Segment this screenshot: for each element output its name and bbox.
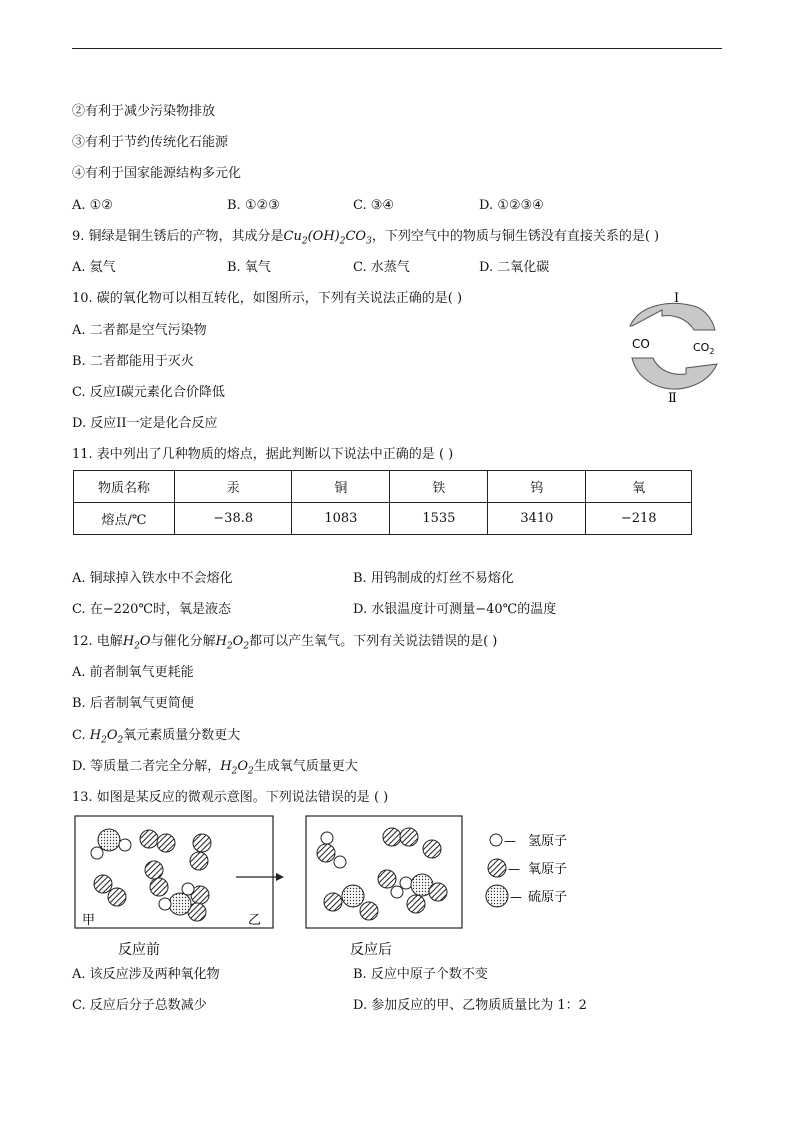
q8-option-a: A. ①②	[72, 198, 113, 213]
oxygen-atom	[140, 830, 158, 848]
q12-stem-p3: 都可以产生氧气。下列有关说法错误的是( )	[249, 634, 498, 649]
h2o2-sub1: 2	[101, 735, 107, 746]
q8-option-c: C. ③④	[353, 198, 395, 213]
sulfur-atom	[169, 893, 191, 915]
q10-option-d: D. 反应II一定是化合反应	[72, 416, 218, 431]
label-co2	[693, 341, 714, 356]
table-cell: 1535	[390, 503, 488, 535]
hydrogen-atom	[91, 847, 103, 859]
oxygen-atom	[190, 852, 208, 870]
label-co2-sub: 2	[709, 347, 715, 356]
reaction-arrow-head	[276, 873, 284, 881]
h2o2-o: O	[106, 728, 118, 743]
h2o2-sub2: 2	[243, 641, 250, 652]
oxygen-atom	[400, 828, 418, 846]
formula-h2o2-c	[89, 728, 124, 746]
statement-4: ④有利于国家能源结构多元化	[72, 166, 242, 181]
formula-h2o	[122, 634, 151, 652]
q11-option-d: D. 水银温度计可测量−40℃的温度	[353, 602, 557, 617]
formula-h2o2	[215, 634, 250, 652]
table-cell: 熔点/℃	[74, 503, 175, 535]
q12-stem	[72, 633, 497, 656]
label-i: I	[674, 291, 680, 306]
arrow-lower	[632, 358, 717, 389]
q12-option-c	[72, 727, 240, 750]
table-header-cell: 氧	[586, 471, 692, 503]
q12-c-suffix: 氧元素质量分数更大	[123, 728, 241, 743]
f-oh-sub: 2	[339, 236, 346, 247]
hydrogen-atom	[334, 856, 346, 868]
statement-2: ②有利于减少污染物排放	[72, 104, 216, 119]
q9-stem-before: 9. 铜绿是铜生锈后的产物，其成分是	[72, 229, 284, 244]
q12-d-suffix: 生成氧气质量更大	[253, 759, 358, 774]
q12-option-b: B. 后者制氧气更简便	[72, 696, 194, 711]
legend-hydrogen: 氢原子	[528, 834, 568, 849]
hydrogen-atom	[182, 883, 194, 895]
legend-oxygen-icon	[488, 859, 506, 877]
header-rule	[72, 48, 722, 49]
legend-hydrogen-icon	[490, 834, 502, 846]
h2o2-sub2: 2	[117, 735, 124, 746]
label-jia: 甲	[82, 913, 96, 928]
q12-option-a: A. 前者制氧气更耗能	[72, 665, 194, 680]
q9-formula	[283, 229, 372, 247]
q13-option-a: A. 该反应涉及两种氧化物	[72, 967, 220, 982]
table-header-cell: 汞	[175, 471, 292, 503]
legend-dash: —	[510, 890, 522, 904]
table-header-cell: 钨	[488, 471, 586, 503]
label-after: 反应后	[350, 942, 392, 958]
melting-point-table	[73, 470, 692, 535]
q11-option-c: C. 在−220℃时，氧是液态	[72, 602, 231, 617]
q9-option-d: D. 二氧化碳	[479, 260, 550, 275]
table-row	[74, 503, 692, 535]
label-ii: Ⅱ	[668, 391, 677, 406]
reaction-micro-diagram	[70, 812, 610, 962]
formula-h2o2-d	[220, 759, 254, 777]
f-cu: Cu	[283, 229, 302, 244]
q8-option-b: B. ①②③	[227, 198, 280, 213]
hydrogen-atom	[321, 832, 333, 844]
q8-option-d: D. ①②③④	[479, 198, 544, 213]
q12-stem-p1: 12. 电解	[72, 634, 123, 649]
carbon-oxide-cycle-diagram	[622, 288, 726, 406]
h2o2-o: O	[237, 759, 248, 774]
f-oh: (OH)	[307, 229, 340, 244]
oxygen-atom	[423, 840, 441, 858]
q13-option-b: B. 反应中原子个数不变	[353, 967, 488, 982]
legend-sulfur-icon	[486, 885, 508, 907]
q11-stem: 11. 表中列出了几种物质的熔点，据此判断以下说法中正确的是 ( )	[72, 447, 454, 462]
label-yi: 乙	[248, 913, 262, 928]
legend-dash: —	[508, 862, 520, 876]
oxygen-atom	[324, 893, 342, 911]
q9-option-a: A. 氦气	[72, 260, 116, 275]
q10-stem: 10. 碳的氧化物可以相互转化，如图所示，下列有关说法正确的是( )	[72, 291, 463, 306]
q12-option-d	[72, 758, 358, 781]
q11-option-b: B. 用钨制成的灯丝不易熔化	[353, 571, 514, 586]
oxygen-atom	[145, 861, 163, 879]
f-co: CO	[345, 229, 367, 244]
table-cell: −38.8	[175, 503, 292, 535]
label-co2-main: CO	[693, 341, 710, 354]
hydrogen-atom	[400, 877, 412, 889]
oxygen-atom	[360, 902, 378, 920]
h2o2-o: O	[232, 634, 244, 649]
arrow-upper	[630, 303, 715, 330]
q9-option-b: B. 氧气	[227, 260, 271, 275]
oxygen-atom	[150, 878, 168, 896]
q13-option-c: C. 反应后分子总数减少	[72, 998, 207, 1013]
q10-option-a: A. 二者都是空气污染物	[72, 323, 207, 338]
oxygen-atom	[378, 870, 396, 888]
q11-option-a: A. 铜球掉入铁水中不会熔化	[72, 571, 233, 586]
oxygen-atom	[193, 834, 211, 852]
table-cell: 3410	[488, 503, 586, 535]
h2o2-sub1: 2	[226, 641, 233, 652]
oxygen-atom	[94, 875, 112, 893]
oxygen-atom	[317, 844, 335, 862]
oxygen-atom	[383, 828, 401, 846]
sulfur-atom	[98, 829, 120, 851]
f-cu-sub: 2	[301, 236, 308, 247]
q13-option-d: D. 参加反应的甲、乙物质质量比为 1：2	[353, 998, 587, 1013]
oxygen-atom	[407, 895, 425, 913]
oxygen-atom	[108, 888, 126, 906]
h2o-sub: 2	[134, 641, 140, 652]
statement-3: ③有利于节约传统化石能源	[72, 135, 229, 150]
legend-sulfur: 硫原子	[528, 890, 568, 905]
h2o2-sub1: 2	[231, 766, 238, 777]
q10-option-c: C. 反应I碳元素化合价降低	[72, 385, 225, 400]
table-header-cell: 铜	[292, 471, 390, 503]
q12-c-prefix: C.	[72, 728, 90, 743]
table-cell: −218	[586, 503, 692, 535]
label-co: CO	[632, 337, 650, 351]
q9-stem	[72, 228, 659, 251]
table-header-cell: 物质名称	[74, 471, 175, 503]
q10-option-b: B. 二者都能用于灭火	[72, 354, 194, 369]
h2o2-h: H	[89, 728, 102, 743]
label-before: 反应前	[118, 942, 160, 958]
legend-dash: —	[504, 834, 516, 848]
q12-stem-p2: 与催化分解	[150, 634, 216, 649]
q12-d-prefix: D. 等质量二者完全分解，	[72, 759, 221, 774]
hydrogen-atom	[159, 898, 171, 910]
f-co-sub: 3	[366, 236, 372, 247]
q13-stem: 13. 如图是某反应的微观示意图。下列说法错误的是 ( )	[72, 790, 389, 805]
oxygen-atom	[157, 834, 175, 852]
hydrogen-atom	[391, 886, 403, 898]
sulfur-atom	[342, 885, 364, 907]
q9-stem-after: ，下列空气中的物质与铜生锈没有直接关系的是( )	[371, 229, 660, 244]
table-header-row	[74, 471, 692, 503]
h2o2-sub2: 2	[247, 766, 254, 777]
hydrogen-atom	[119, 839, 131, 851]
table-header-cell: 铁	[390, 471, 488, 503]
legend-oxygen: 氧原子	[528, 862, 568, 877]
table-cell: 1083	[292, 503, 390, 535]
q9-option-c: C. 水蒸气	[353, 260, 410, 275]
h2o2-h: H	[215, 634, 227, 649]
h2o-o: O	[139, 634, 151, 649]
h2o-h: H	[122, 634, 135, 649]
oxygen-atom	[429, 883, 447, 901]
h2o2-h: H	[220, 759, 232, 774]
